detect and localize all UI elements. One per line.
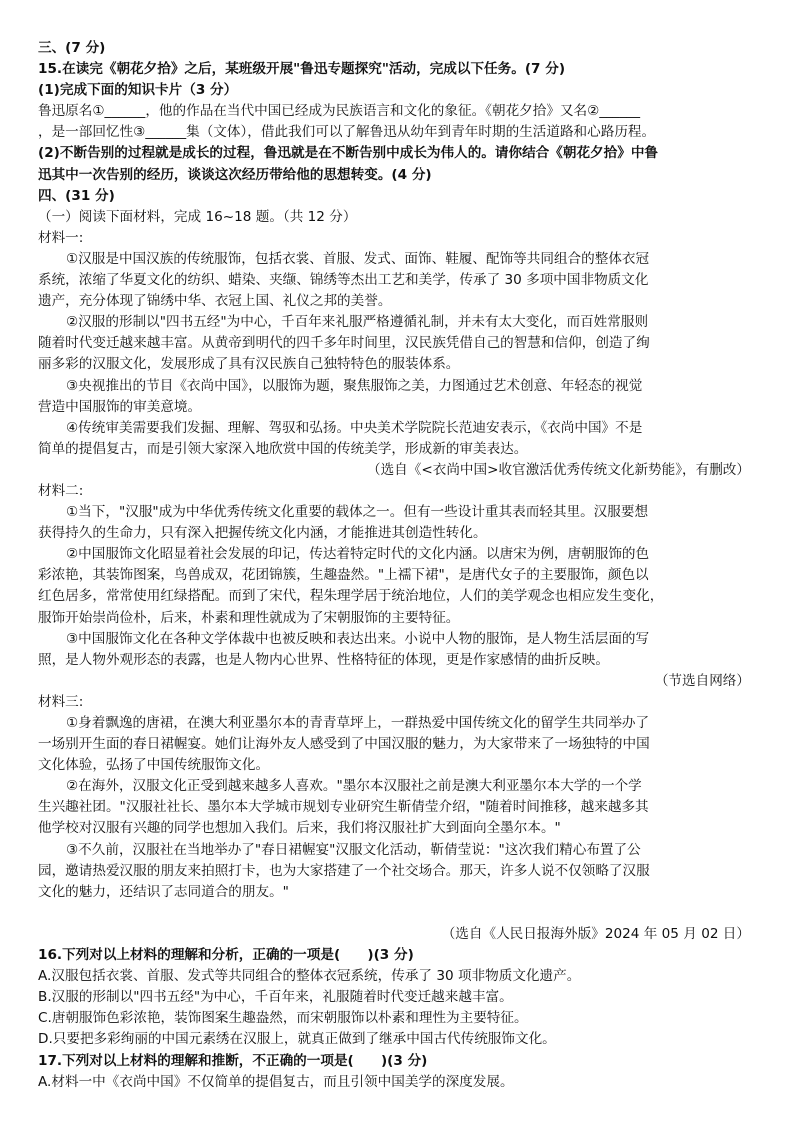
- text-line: 他学校对汉服有兴趣的同学也想加入我们。后来，我们将汉服社扩大到面向全墨尔本。": [38, 820, 561, 837]
- text-line: ②中国服饰文化昭显着社会发展的印记，传达着特定时代的文化内涵。以唐宋为例，唐朝服饰的色: [66, 546, 650, 563]
- text-line: 照，是人物外观形态的表露，也是人物内心世界、性格特征的体现，更是作家感情的曲折反映。: [38, 651, 609, 668]
- text-line: 服饰开始崇尚俭朴，后来，朴素和理性就成为了宋朝服饰的主要特征。: [38, 609, 460, 626]
- text-line: 材料二:: [38, 482, 84, 499]
- text-line: (2)不断告别的过程就是成长的过程，鲁迅就是在不断告别中成长为伟人的。请你结合《朝花夕拾》中鲁: [38, 145, 659, 162]
- text-line: ①汉服是中国汉族的传统服饰，包括衣裳、首服、发式、面饰、鞋履、配饰等共同组合的整体衣冠: [66, 250, 650, 267]
- text-line: ③不久前，汉服社在当地举办了"春日裙幄宴"汉服文化活动，靳倩莹说："这次我们精心布置了公: [66, 841, 641, 858]
- text-line: ③央视推出的节目《衣尚中国》，以服饰为题，聚焦服饰之美，力图通过艺术创意、年轻态的视觉: [66, 377, 643, 394]
- text-line: 红色居多，常常使用红绿搭配。而到了宋代，程朱理学居于统治地位，人们的美学观念也相应发生变化，: [38, 588, 664, 605]
- text-line: 文化的魅力，还结识了志同道合的朋友。": [38, 883, 289, 900]
- text-line: (1)完成下面的知识卡片（3 分）: [38, 82, 238, 99]
- text-line: 三、(7 分): [38, 40, 106, 56]
- text-line: 材料三:: [38, 693, 84, 710]
- text-line: 迅其中一次告别的经历，谈谈这次经历带给他的思想转变。(4 分): [38, 166, 432, 183]
- text-line: 四、(31 分): [38, 187, 115, 204]
- text-line: 生兴趣社团。"汉服社社长、墨尔本大学城市规划专业研究生靳倩莹介绍，"随着时间推移，越来越多其: [38, 799, 649, 816]
- text-line: ①身着飘逸的唐裙，在澳大利亚墨尔本的青青草坪上，一群热爱中国传统文化的留学生共同举办了: [66, 715, 650, 731]
- text-line: 系统，浓缩了华夏文化的纺织、蜡染、夹缬、锦绣等杰出工艺和美学，传承了 30 多项中国非物质文化: [38, 272, 649, 289]
- text-line: 15.在读完《朝花夕拾》之后，某班级开展"鲁迅专题探究"活动，完成以下任务。(7 分): [38, 61, 566, 78]
- text-line: ②汉服的形制以"四书五经"为中心，千百年来礼服严格遵循礼制，并未有太大变化，而百姓常服则: [66, 314, 649, 331]
- text-line: 材料一:: [38, 229, 84, 246]
- exam-page: [38, 38, 756, 1093]
- text-line: D.只要把多彩绚丽的中国元素绣在汉服上，就真正做到了继承中国古代传统服饰文化。: [38, 1031, 556, 1048]
- text-line: 17.下列对以上材料的理解和推断，不正确的一项是( )(3 分): [38, 1052, 428, 1069]
- text-line: 园，邀请热爱汉服的朋友来拍照打卡，也为大家搭建了一个社交场合。那天，许多人说不仅领略了汉服: [38, 862, 650, 879]
- text-line: ，是一部回忆性③______集（文体），借此我们可以了解鲁迅从幼年到青年时期的生活道路和心路历程。: [38, 124, 656, 141]
- text-line: 一场别开生面的春日裙幄宴。她们让海外友人感受到了中国汉服的魅力，为大家带来了一场独特的中国: [38, 736, 650, 753]
- text-line: A.材料一中《衣尚中国》不仅简单的提倡复古，而且引领中国美学的深度发展。: [38, 1073, 514, 1090]
- text-line: 鲁迅原名①______，他的作品在当代中国已经成为民族语言和文化的象征。《朝花夕拾》又名②______: [38, 103, 641, 120]
- text-line: C.唐朝服饰色彩浓艳，装饰图案生趣盎然，而宋朝服饰以朴素和理性为主要特征。: [38, 1010, 528, 1027]
- text-line: 16.下列对以上材料的理解和分析，正确的一项是( )(3 分): [38, 947, 414, 964]
- text-line: [38, 903, 756, 924]
- text-line: 丽多彩的汉服文化，发展形成了具有汉民族自己独特特色的服装体系。: [38, 356, 460, 373]
- text-line: 遗产，充分体现了锦绣中华、衣冠上国、礼仪之邦的美誉。: [38, 293, 392, 310]
- text-line: （选自《人民日报海外版》2024 年 05 月 02 日）: [441, 925, 750, 942]
- text-line: 营造中国服饰的审美意境。: [38, 398, 202, 415]
- text-line: ②在海外，汉服文化正受到越来越多人喜欢。"墨尔本汉服社之前是澳大利亚墨尔本大学的一个学: [66, 778, 642, 795]
- text-line: ①当下，"汉服"成为中华优秀传统文化重要的载体之一。但有一些设计重其表而轻其里。汉服要想: [66, 504, 649, 521]
- text-line: 彩浓艳，其装饰图案，鸟兽成双，花团锦簇，生趣盎然。"上襦下裙"，是唐代女子的主要服饰，颜色以: [38, 567, 649, 584]
- text-line: （节选自网络）: [654, 672, 750, 689]
- text-line: 文化体验，弘扬了中国传统服饰文化。: [38, 757, 270, 774]
- text-line: 简单的提倡复古，而是引领大家深入地欣赏中国的传统美学，形成新的审美表达。: [38, 440, 528, 457]
- text-line: 获得持久的生命力，只有深入把握传统文化内涵，才能推进其创造性转化。: [38, 525, 487, 542]
- text-line: ④传统审美需要我们发掘、理解、驾驭和弘扬。中央美术学院院长范迪安表示，《衣尚中国》不是: [66, 419, 643, 436]
- text-line: 随着时代变迁越来越丰富。从黄帝到明代的四千多年时间里，汉民族凭借自己的智慧和信仰，创造了绚: [38, 335, 650, 352]
- text-line: ③中国服饰文化在各种文学体裁中也被反映和表达出来。小说中人物的服饰，是人物生活层面的写: [66, 630, 650, 647]
- text-line: B.汉服的形制以"四书五经"为中心，千百年来，礼服随着时代变迁越来越丰富。: [38, 989, 513, 1006]
- text-line: A.汉服包括衣裳、首服、发式等共同组合的整体衣冠系统，传承了 30 项非物质文化遗产。: [38, 968, 581, 985]
- text-line: （一）阅读下面材料，完成 16~18 题。（共 12 分）: [38, 208, 357, 225]
- text-line: （选自《<衣尚中国>收官激活优秀传统文化新势能》，有删改）: [366, 461, 750, 478]
